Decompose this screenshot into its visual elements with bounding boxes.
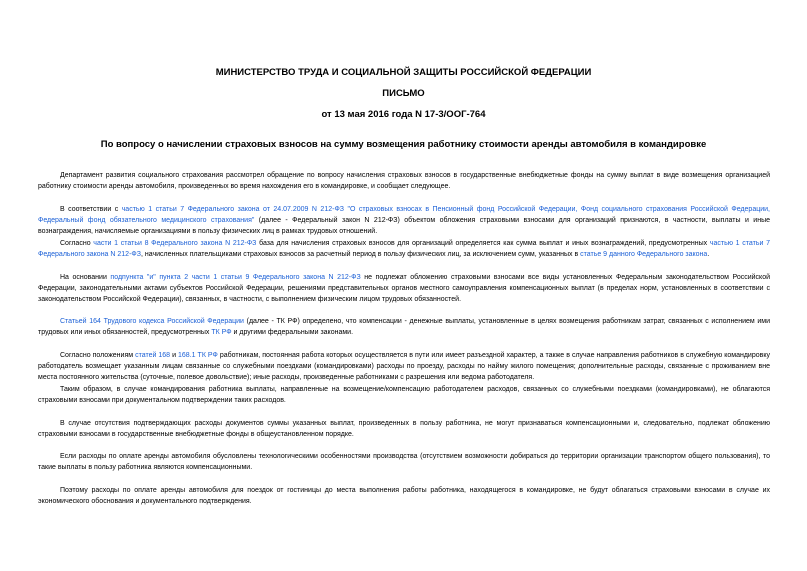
paragraph-9: Если расходы по оплате аренды автомобиля обусловлены технологическими особенностями производства (отсутствием возможности добираться до территории организации транспортом общего пользования), то такие выплаты в пользу работника являются компенсационными. [38,453,770,472]
law-212-article-9-link[interactable]: статье 9 данного Федерального закона [580,251,708,259]
text-run: работникам, постоянная работа которых осуществляется в пути или имеет разъездной характер, а также в случае направления работников в служебную командировку работодатель возмещает указанным лицам связанные со служебными поездками (командировками) расходы по проезду, расходы по найму жилого помещения; дополнительные расходы, связанные с проживанием вне места постоянного жительства (суточные, полевое довольствие); иные расходы, произведенные работниками с разрешения или ведома работодателя. [38,352,770,382]
paragraph-6 [38,350,770,384]
paragraph-10: Поэтому расходы по оплате аренды автомобиля для поездок от гостиницы до места выполнения работы работника, находящегося в командировке, не будут облагаться страховыми взносами в случае их экономического обоснования и документального подтверждения. [38,487,770,506]
labor-code-article-168-link[interactable]: статей 168 [135,352,171,359]
text-run: и другими федеральными законами. [231,329,354,337]
date-number: от 13 мая 2016 года N 17-3/ООГ-764 [321,109,486,120]
labor-code-link[interactable]: ТК РФ [211,329,232,337]
text-run: (далее - ТК РФ) определено, что компенсации - денежные выплаты, установленные в целях возмещения работникам затрат, связанных с исполнением ими трудовых или иных обязанностей, предусмотренных [38,318,770,337]
law-212-article-7-link-2[interactable]: частью 1 статьи 7 Федерального закона N 212-ФЗ [38,240,770,259]
text-run: . [707,251,710,259]
labor-code-article-168-1-link[interactable]: 168.1 ТК РФ [178,352,218,359]
text-run: не подлежат обложению страховыми взносами все виды установленных Федеральным законодательством Российской Федерации, законодательными актами субъектов Российской Федерации, решениями представительных органов местного самоуправления компенсационных выплат (в пределах норм, установленных в соответствии с законодательством Российской Федерации), связанных, в частности, с выполнением физическим лицом трудовых обязанностей. [38,274,770,304]
text-run: база для начисления страховых взносов для организаций определяется как сумма выплат и иных вознаграждений, предусмотренных [256,240,710,247]
text-run: В соответствии с [60,206,122,213]
text-run: На основании [60,274,111,281]
letter-subject: По вопросу о начислении страховых взносов на сумму возмещения работнику стоимости аренды автомобиля в командировке [100,139,707,150]
paragraph-4 [38,272,770,306]
text-run: (далее - Федеральный закон N 212-ФЗ) объектом обложения страховыми взносами для организаций признаются, в частности, выплаты и иные вознаграждения, начисляемые организациями в пользу физических лиц в рамках трудовых отношений. [38,217,770,236]
text-run: и [170,352,179,359]
paragraph-8: В случае отсутствия подтверждающих расходы документов суммы указанных выплат, произведенных в пользу работника, не могут признаваться компенсационными и, следовательно, подлежат обложению страховыми взносами в государственные внебюджетные фонды в общеустановленном порядке. [38,420,770,439]
labor-code-article-164-link[interactable]: Статьей 164 Трудового кодекса Российской Федерации [60,318,244,325]
ministry-heading: МИНИСТЕРСТВО ТРУДА И СОЦИАЛЬНОЙ ЗАЩИТЫ РОССИЙСКОЙ ФЕДЕРАЦИИ [215,67,592,78]
paragraph-2 [38,204,770,238]
text-run: Согласно [60,240,94,247]
law-212-article-7-link[interactable]: частью 1 статьи 7 Федерального закона от 24.07.2009 N 212-ФЗ "О страховых взносах в Пенсионный фонд Российской Федерации, Фонд социального страхования Российской Федерации, Федеральный фонд обязательного медицинского страхования" [38,206,770,225]
paragraph-7: Таким образом, в случае командирования работника выплаты, направленные на возмещение/компенсацию работодателем расходов, связанных со служебными поездками (командировками), не облагаются страховыми взносами при документальном подтверждении таких расходов. [38,386,770,405]
text-run: Согласно положениям [60,352,136,359]
law-212-article-9-subpoint-link[interactable]: подпункта "и" пункта 2 части 1 статьи 9 Федерального закона N 212-ФЗ [110,274,361,281]
paragraph-5 [38,316,770,338]
paragraph-3 [38,238,770,260]
paragraph-1: Департамент развития социального страхования рассмотрел обращение по вопросу начисления страховых взносов в государственные внебюджетные фонды на сумму выплат в виде возмещения организацией работнику стоимости аренды автомобиля, произведенных во время нахождения его в командировке, и сообщает следующее. [38,172,770,191]
document-type: ПИСЬМО [382,88,425,99]
law-212-article-8-link[interactable]: части 1 статьи 8 Федерального закона N 212-ФЗ [93,240,257,247]
text-run: , начисленных плательщиками страховых взносов за расчетный период в пользу физических лиц, за исключением сумм, указанных в [140,251,581,259]
